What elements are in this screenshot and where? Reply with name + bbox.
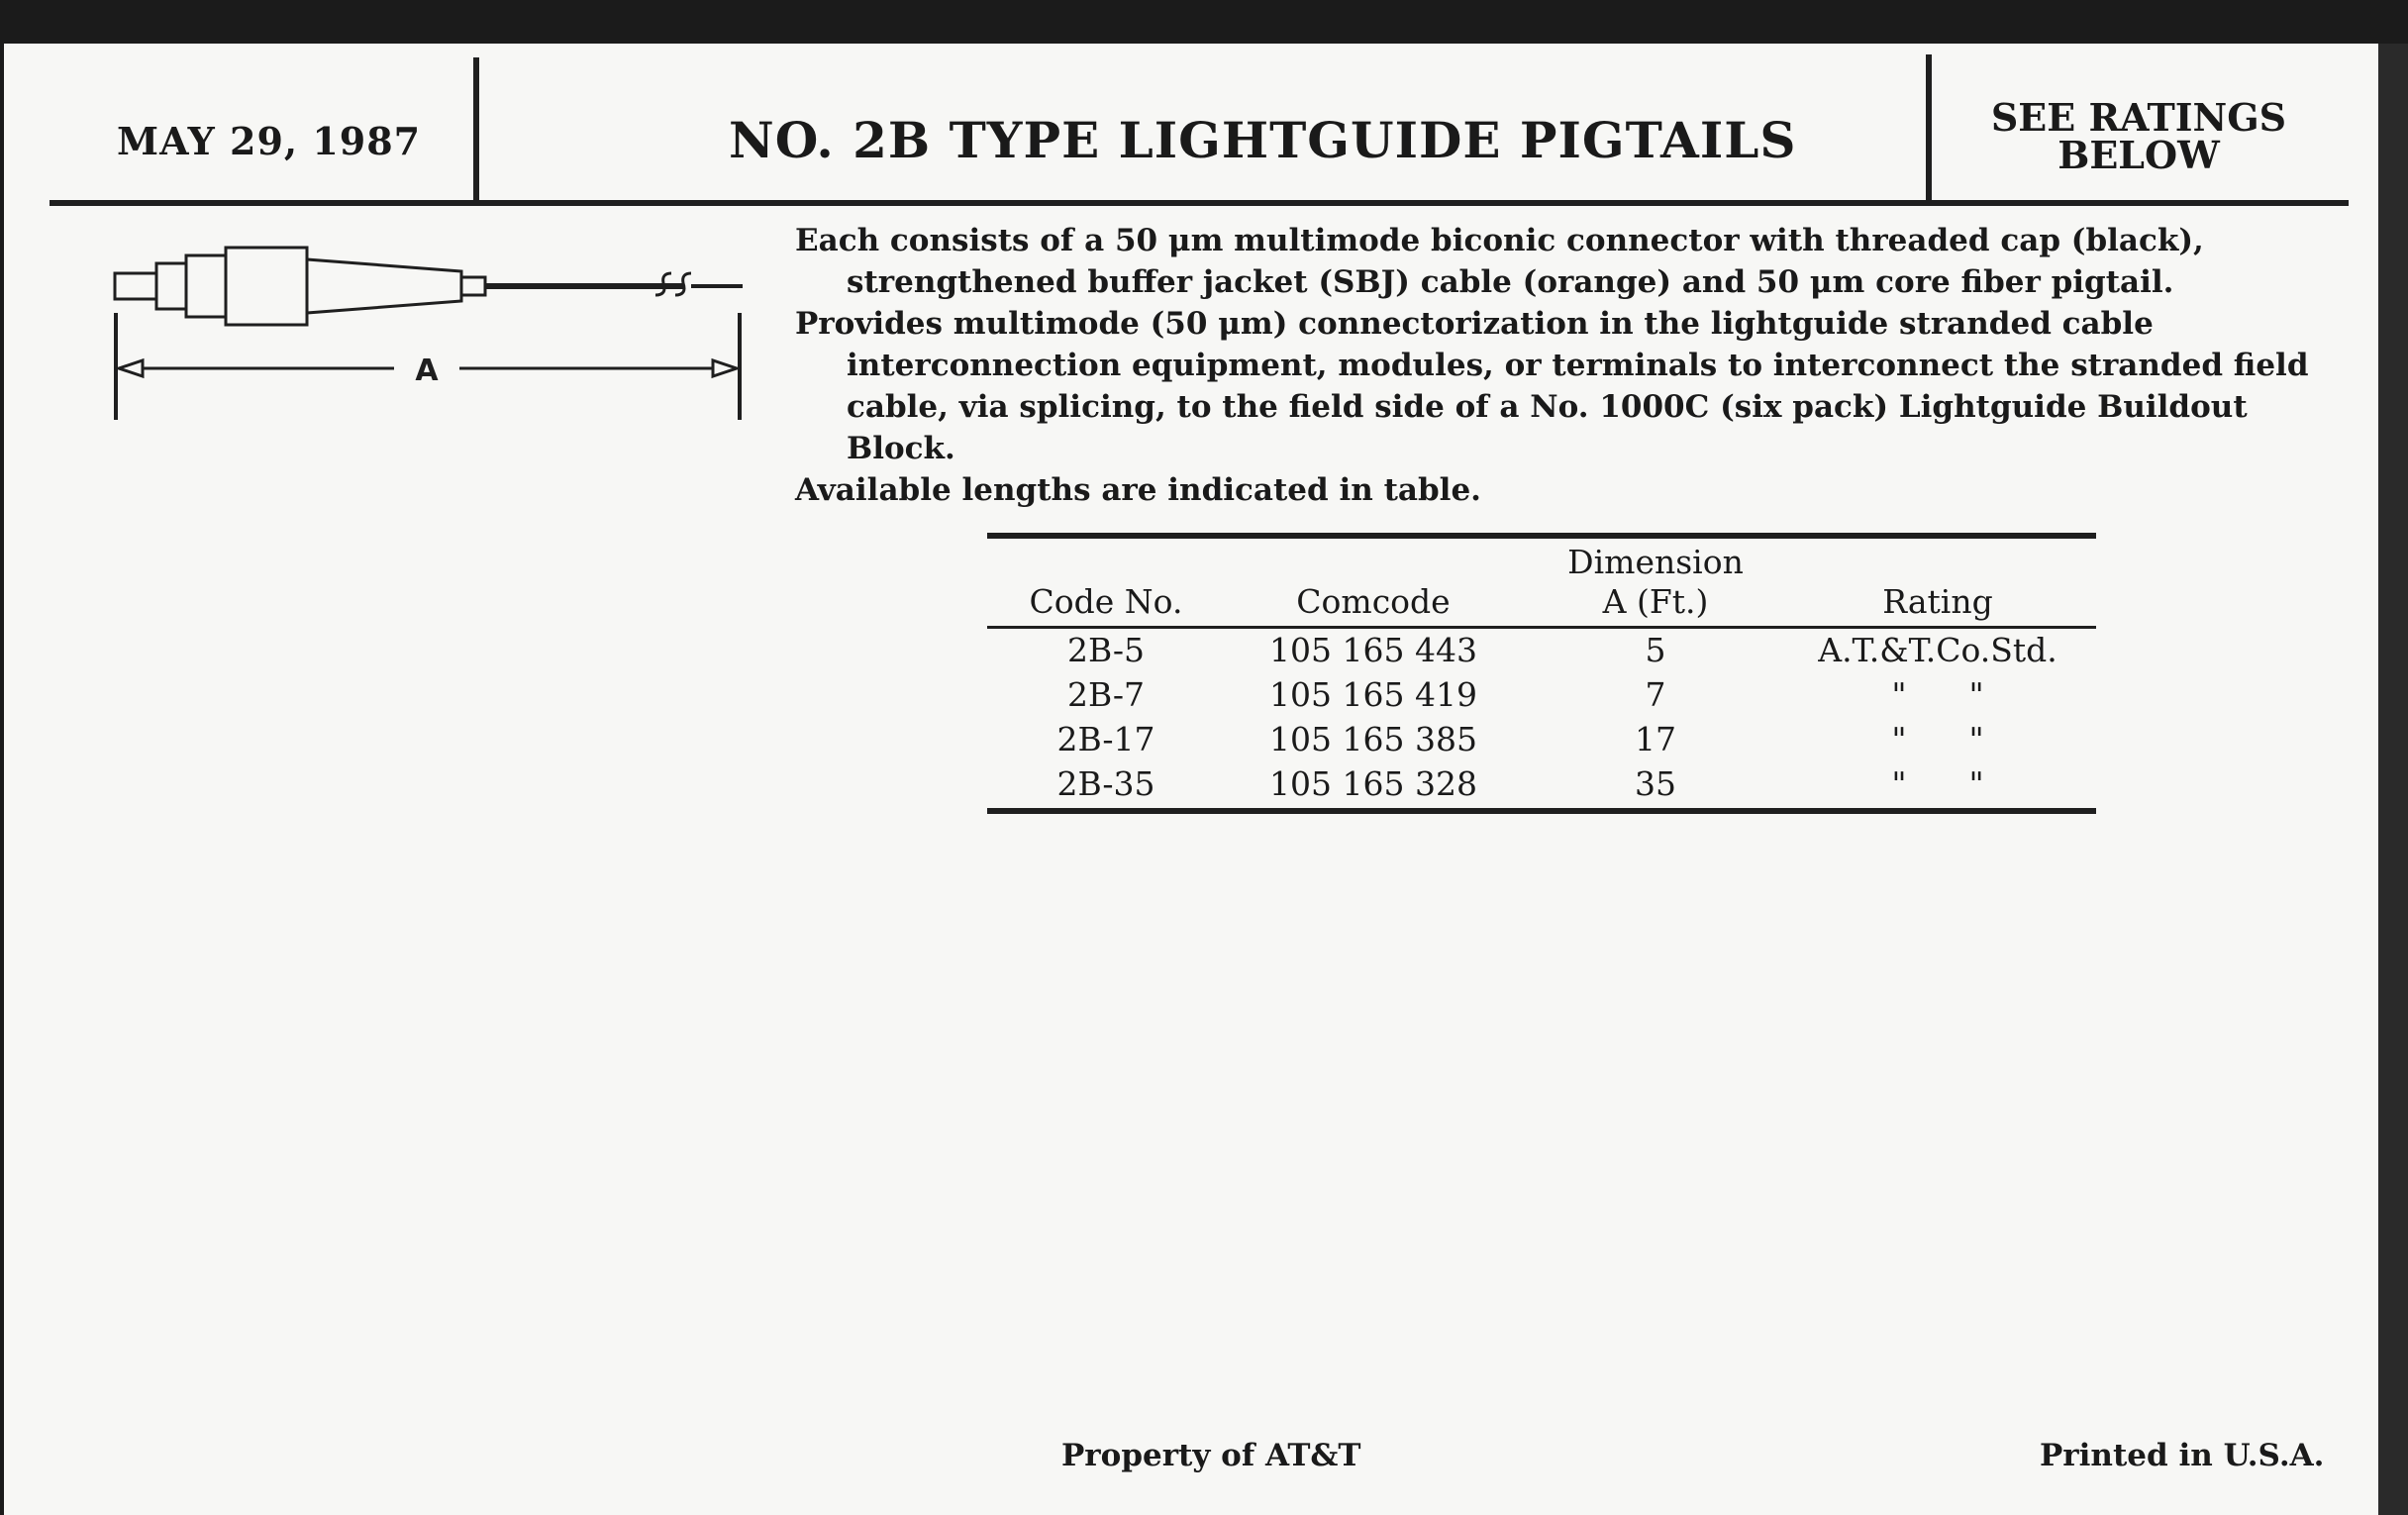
table-bottom-rule — [987, 808, 2096, 814]
arrowhead-left-icon — [119, 360, 143, 376]
table-header-row-1 — [987, 543, 2096, 582]
description-paragraph-2: Provides multimode (50 μm) connectorization in the lightguide stranded cable interconnection equipment, modules, or terminals to interconnect the stranded field cable, via splicing, to the field side of a No. 1000C (six pack) Lightguide Buildout Block. — [795, 306, 2309, 466]
row-comcode: 105 165 385 — [1269, 720, 1477, 758]
row-dimension: 35 — [1635, 764, 1676, 803]
header-code: Code No. — [1029, 582, 1183, 621]
table-row — [987, 720, 2096, 764]
connector-ring-shape — [186, 255, 226, 317]
arrowhead-right-icon — [713, 360, 737, 376]
rating-note-line2: BELOW — [2057, 133, 2220, 177]
table-row — [987, 631, 2096, 675]
table-row — [987, 764, 2096, 809]
table-header-rule — [987, 626, 2096, 629]
footer-printed: Printed in U.S.A. — [2040, 1438, 2325, 1473]
pigtail-drawing — [109, 246, 762, 424]
row-code: 2B-35 — [1056, 764, 1155, 803]
description-paragraph-1: Each consists of a 50 μm multimode biconic connector with threaded cap (black), strengthened buffer jacket (SBJ) cable (orange) and 50 μm core fiber pigtail. — [795, 223, 2204, 300]
row-dimension: 17 — [1635, 720, 1676, 758]
connector-tip-shape — [115, 273, 156, 299]
header-dimension-line1: Dimension — [1567, 543, 1744, 581]
header-comcode: Comcode — [1296, 582, 1451, 621]
row-code: 2B-7 — [1066, 675, 1145, 714]
row-dimension: 7 — [1645, 675, 1666, 714]
strain-relief-shape — [307, 259, 461, 313]
header-rating-note — [1970, 95, 2307, 177]
document-date: MAY 29, 1987 — [117, 119, 422, 163]
description-paragraph-3: Available lengths are indicated in table. — [795, 472, 1481, 508]
header-rating: Rating — [1882, 582, 1993, 621]
row-comcode: 105 165 443 — [1269, 631, 1477, 669]
row-dimension: 5 — [1645, 631, 1666, 669]
row-rating: A.T.&T.Co.Std. — [1818, 631, 2057, 669]
boot-end-shape — [461, 277, 485, 295]
row-code: 2B-17 — [1056, 720, 1155, 758]
table-row — [987, 675, 2096, 720]
row-rating: " " — [1891, 720, 1984, 758]
row-comcode: 105 165 419 — [1269, 675, 1477, 714]
header-bottom-rule — [50, 200, 2349, 206]
header-dimension-line2: A (Ft.) — [1602, 582, 1709, 621]
row-rating: " " — [1891, 764, 1984, 803]
rating-note-line1: SEE RATINGS — [1990, 95, 2287, 140]
row-code: 2B-5 — [1066, 631, 1145, 669]
scan-edge — [2378, 44, 2408, 1515]
description-block — [795, 220, 2310, 511]
row-comcode: 105 165 328 — [1269, 764, 1477, 803]
connector-body-shape — [226, 248, 307, 325]
dimension-label: A — [415, 354, 439, 388]
header-divider-left — [473, 57, 479, 204]
connector-collar-shape — [156, 263, 186, 309]
lengths-table — [987, 533, 2096, 809]
document-title: NO. 2B TYPE LIGHTGUIDE PIGTAILS — [729, 111, 1797, 169]
header-divider-right — [1926, 54, 1932, 203]
footer-owner: Property of AT&T — [1061, 1438, 1361, 1473]
table-header-row-2 — [987, 582, 2096, 622]
row-rating: " " — [1891, 675, 1984, 714]
